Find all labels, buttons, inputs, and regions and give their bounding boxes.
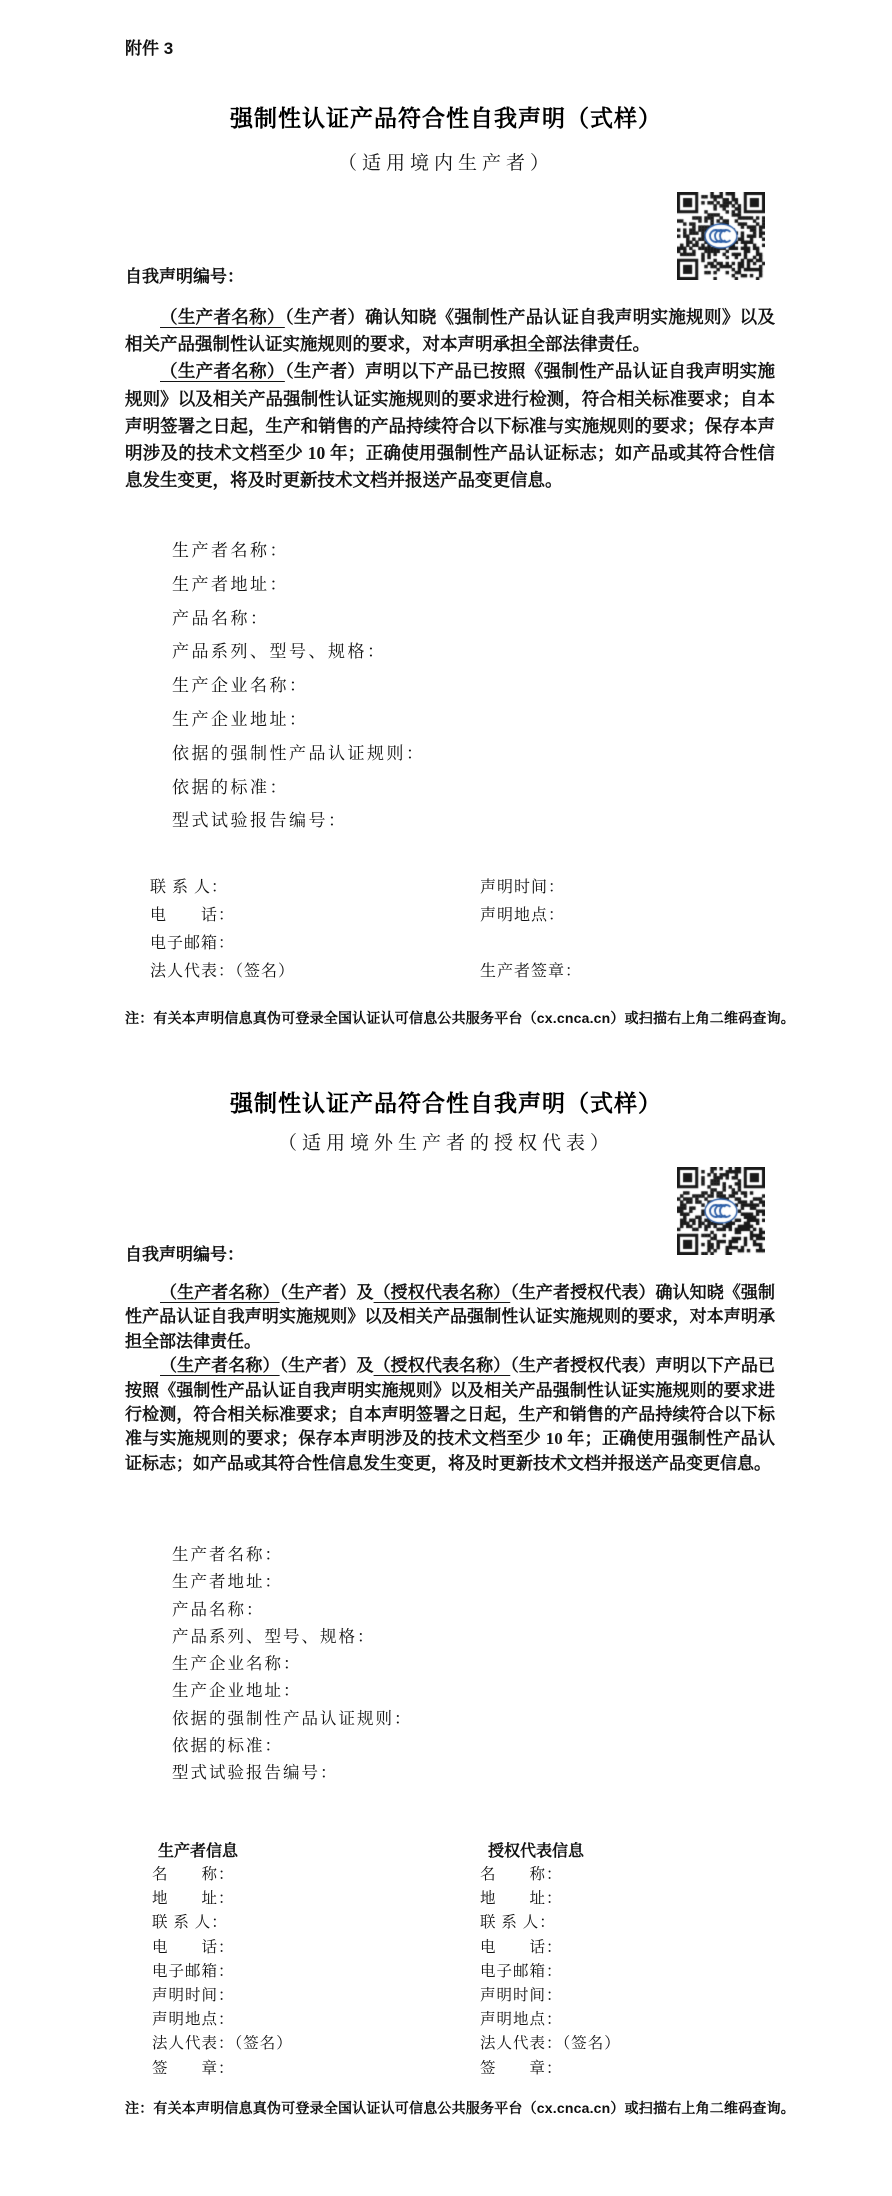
attachment-label: 附件 3 <box>125 39 174 58</box>
contact-row <box>0 930 892 958</box>
form2-declaration-no-label: 自我声明编号： <box>125 1245 244 1264</box>
column-row <box>0 1959 892 1983</box>
field-label: 生产者名称： <box>172 1545 283 1564</box>
producer-field-label: 法人代表：（签名） <box>152 2035 293 2053</box>
producer-field-label: 声明地点： <box>152 2011 235 2029</box>
field-label: 依据的强制性产品认证规则： <box>172 743 426 763</box>
agent-field-label: 法人代表：（签名） <box>480 2035 621 2053</box>
field-label: 生产企业名称： <box>172 676 309 696</box>
column-row <box>0 1886 892 1910</box>
field-label: 生产企业地址： <box>172 1681 302 1701</box>
agent-field-label: 名 称： <box>480 1866 563 1883</box>
agent-field-label: 联 系 人： <box>480 1914 556 1932</box>
paragraph-text: （生产者）确认知晓《强制性产品认证自我声明实施规则》以及相关产品强制性认证实施规则的要求，对本声明承担全部法律责任。 <box>125 307 776 355</box>
declaration-paragraph <box>125 1281 775 1354</box>
agent-field-label: 地 址： <box>480 1890 563 1908</box>
ccc-qr-code-canvas <box>677 1167 765 1255</box>
producer-info-header: 生产者信息 <box>158 1843 239 1860</box>
column-row <box>0 2007 892 2031</box>
agent-field-label: 声明地点： <box>480 2011 563 2029</box>
field-label: 生产者名称： <box>172 541 289 560</box>
field-label: 依据的强制性产品认证规则： <box>172 1708 413 1728</box>
field-label: 依据的标准： <box>172 777 289 797</box>
form2-fields <box>172 1541 413 1787</box>
form2-columns-block <box>0 1862 892 2080</box>
contact-label: 电子邮箱： <box>150 935 236 952</box>
field-label: 型式试验报告编号： <box>172 811 348 831</box>
field-label: 产品系列、型号、规格： <box>172 642 387 662</box>
declaration-paragraph <box>125 358 775 494</box>
form2-subtitle: （适用境外生产者的授权代表） <box>277 1133 614 1154</box>
declaration-paragraph <box>125 1354 775 1476</box>
agent-field-label: 电 话： <box>480 1938 563 1956</box>
column-row <box>0 1983 892 2007</box>
agent-info-header: 授权代表信息 <box>488 1843 585 1860</box>
producer-field-label: 签 章： <box>152 2059 235 2077</box>
form1-title: 强制性认证产品符合性自我声明（式样） <box>230 105 662 131</box>
underlined-placeholder: （授权代表名称） <box>373 1356 511 1376</box>
field-label: 产品系列、型号、规格： <box>172 1626 376 1646</box>
producer-field-label: 名 称： <box>152 1866 235 1883</box>
ccc-qr-code <box>677 1167 765 1255</box>
paragraph-text: （生产者）及 <box>279 1356 374 1376</box>
paragraph-text: （生产者）及 <box>279 1283 374 1302</box>
form1-declaration-no-label: 自我声明编号： <box>125 267 244 286</box>
producer-field-label: 地 址： <box>152 1890 235 1908</box>
underlined-placeholder: （生产者名称） <box>160 307 285 327</box>
contact-label: 法人代表：（签名） <box>150 963 296 980</box>
form1-fields <box>172 534 426 838</box>
underlined-placeholder: （生产者名称） <box>160 1283 280 1302</box>
paragraph-text: （生产者）声明以下产品已按照《强制性产品认证自我声明实施规则》以及相关产品强制性认证实施规则的要求进行检测，符合相关标准要求；自本声明签署之日起，生产和销售的产品持续符合以下标准与实施规则的要求；保存本声明涉及的技术文档至少 10 年；正确使用强制性产品认证标志；如产品或其符合性信息发生变更，将及时更新技术文档并报送产品变更信息。 <box>125 361 776 491</box>
field-label: 生产企业名称： <box>172 1654 302 1674</box>
agent-field-label: 签 章： <box>480 2059 563 2077</box>
field-label: 依据的标准： <box>172 1736 283 1756</box>
contact-label: 联 系 人： <box>150 879 229 896</box>
column-row <box>0 1910 892 1934</box>
field-label: 型式试验报告编号： <box>172 1763 339 1783</box>
producer-field-label: 联 系 人： <box>152 1914 228 1932</box>
field-label: 产品名称： <box>172 1599 265 1619</box>
verification-note: 注：有关本声明信息真伪可登录全国认证认可信息公共服务平台（cx.cnca.cn）或扫描右上角二维码查询。 <box>125 2100 795 2116</box>
producer-field-label: 声明时间： <box>152 1986 235 2004</box>
agent-field-label: 电子邮箱： <box>480 1962 563 1980</box>
form1-subtitle: （适用境内生产者） <box>337 153 554 174</box>
field-label: 产品名称： <box>172 608 270 628</box>
column-row <box>0 2031 892 2055</box>
ccc-qr-code <box>677 192 765 280</box>
form1-contact-block <box>0 874 892 986</box>
declaration-paragraph <box>125 304 775 358</box>
contact-label: 电 话： <box>150 907 236 924</box>
underlined-placeholder: （生产者名称） <box>160 361 285 382</box>
underlined-placeholder: （授权代表名称） <box>373 1283 511 1302</box>
underlined-placeholder: （生产者名称） <box>160 1356 280 1376</box>
column-row <box>0 2056 892 2080</box>
field-label: 生产者地址： <box>172 574 289 594</box>
contact-label: 声明时间： <box>480 879 566 896</box>
ccc-qr-code-canvas <box>677 192 765 280</box>
contact-row <box>0 874 892 902</box>
column-row <box>0 1935 892 1959</box>
form2-paragraphs <box>125 1281 775 1476</box>
contact-row <box>0 958 892 986</box>
form1-paragraphs <box>125 304 775 494</box>
contact-label: 生产者签章： <box>480 963 583 980</box>
form2-title: 强制性认证产品符合性自我声明（式样） <box>230 1090 662 1116</box>
contact-row <box>0 902 892 930</box>
column-row <box>0 1862 892 1886</box>
paragraph-text: （生产者授权代表）确认知晓《强制性产品认证自我声明实施规则》以及相关产品强制性认证实施规则的要求，对本声明承担全部法律责任。 <box>125 1283 776 1351</box>
agent-field-label: 声明时间： <box>480 1986 563 2004</box>
verification-note: 注：有关本声明信息真伪可登录全国认证认可信息公共服务平台（cx.cnca.cn）或扫描右上角二维码查询。 <box>125 1010 795 1026</box>
contact-label: 声明地点： <box>480 907 566 924</box>
field-label: 生产者地址： <box>172 1572 283 1592</box>
field-label: 生产企业地址： <box>172 709 309 729</box>
producer-field-label: 电子邮箱： <box>152 1962 235 1980</box>
paragraph-text: （生产者授权代表）声明以下产品已按照《强制性产品认证自我声明实施规则》以及相关产品强制性认证实施规则的要求进行检测，符合相关标准要求；自本声明签署之日起，生产和销售的产品持续符合以下标准与实施规则的要求；保存本声明涉及的技术文档至少 10 年；正确使用强制性产品认证标志；如产品或其符合性信息发生变更，将及时更新技术文档并报送产品变更信息。 <box>125 1356 776 1473</box>
producer-field-label: 电 话： <box>152 1938 235 1956</box>
